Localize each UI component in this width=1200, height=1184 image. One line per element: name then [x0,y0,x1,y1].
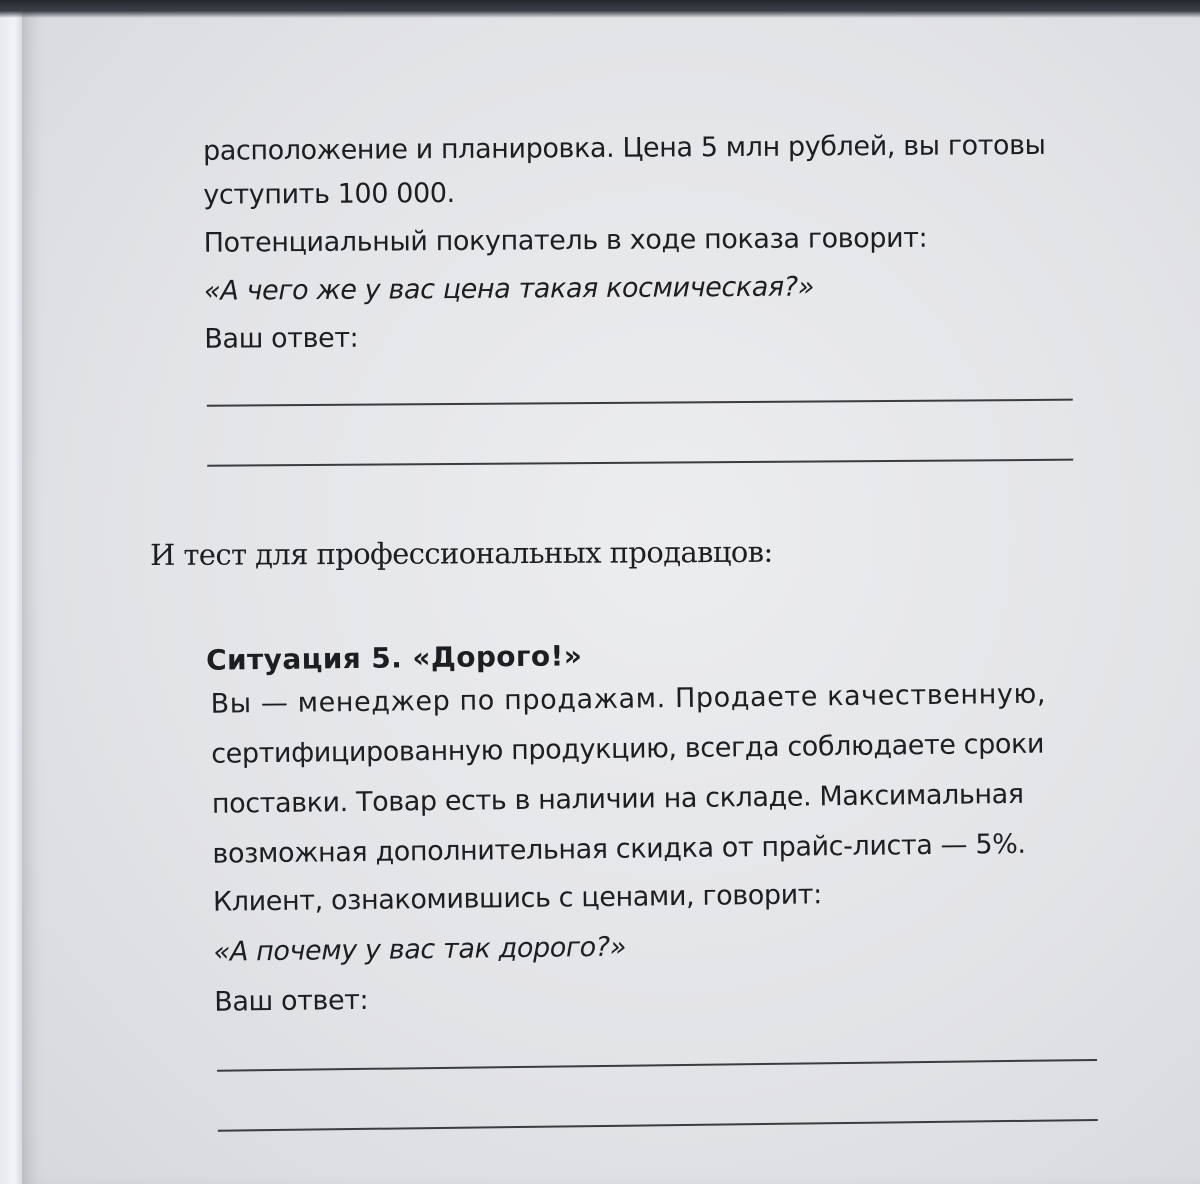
quote-line: «А почему у вас так дорого?» [213,931,627,968]
text-line: возможная дополнительная скидка от прайс-листа — 5%. [212,828,1026,870]
text-line: Потенциальный покупатель в ходе показа говорит: [203,222,928,259]
text-line: уступить 100 000. [203,177,455,211]
page-content [22,0,1200,1184]
quote-line: «А чего же у вас цена такая космическая?» [203,271,815,307]
answer-line [217,1059,1097,1072]
text-line: поставки. Товар есть в наличии на складе. Максимальная [211,778,1024,820]
page-top-shadow [0,0,1200,18]
answer-line [207,399,1073,407]
intro-text: И тест для профессиональных продавцов: [150,534,773,572]
answer-label: Ваш ответ: [204,322,359,355]
answer-line [207,459,1073,467]
answer-line [218,1119,1098,1132]
text-line: расположение и планировка. Цена 5 млн рублей, вы готовы [202,129,1046,167]
text-line: Вы — менеджер по продажам. Продаете качественную, [210,678,1047,720]
answer-label: Ваш ответ: [214,984,369,1018]
book-page [22,0,1200,1184]
section-heading: Ситуация 5. «Дорого!» [205,639,583,677]
text-line: сертифицированную продукцию, всегда соблюдаете сроки [211,728,1045,770]
text-line: Клиент, ознакомившись с ценами, говорит: [212,879,822,918]
